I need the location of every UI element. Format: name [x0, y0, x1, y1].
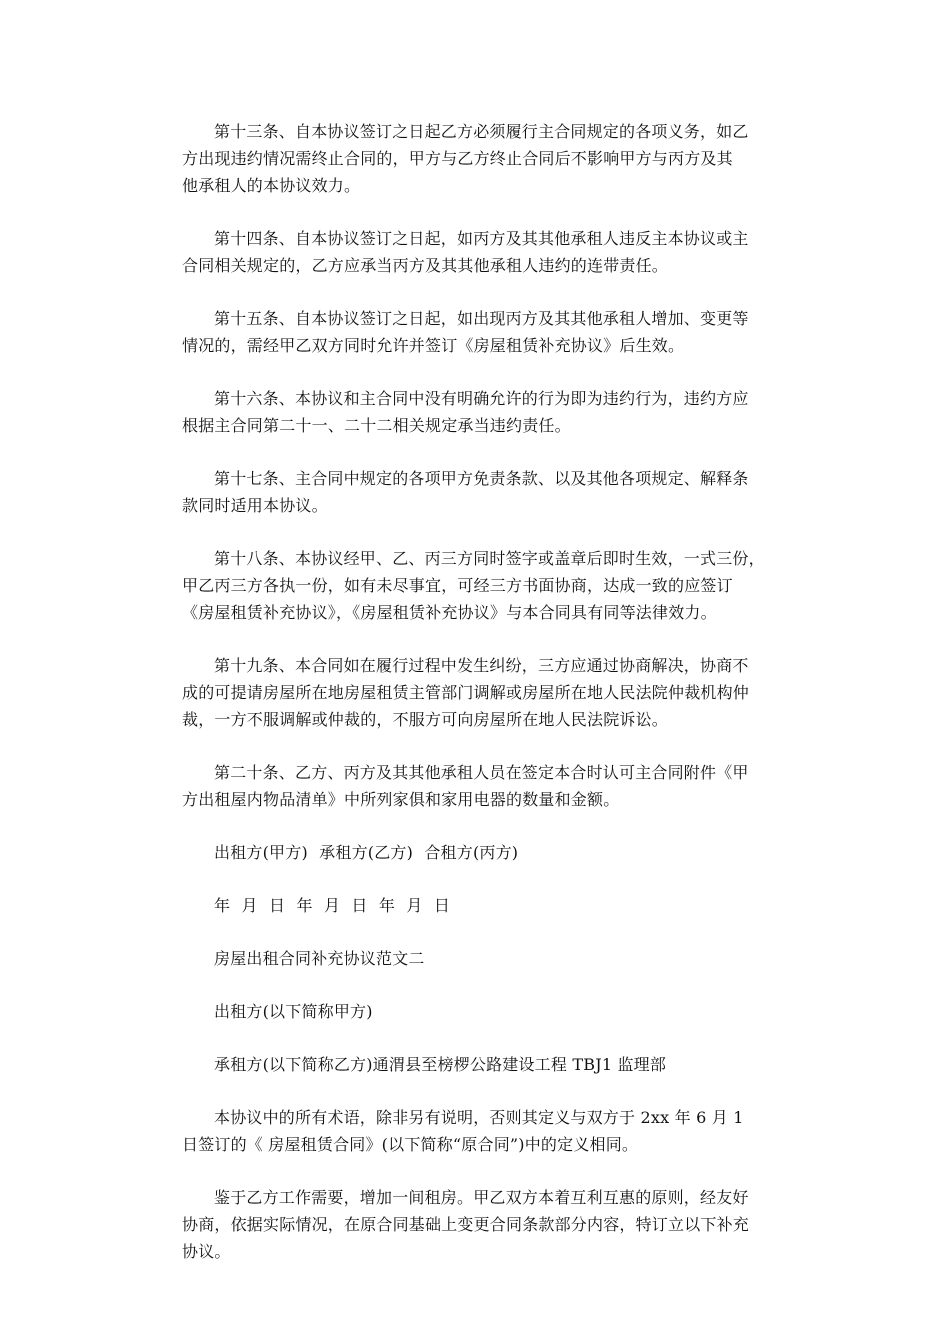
terms-definition-line-1: 本协议中的所有术语，除非另有说明，否则其定义与双方于 2xx 年 6 月 1: [214, 1108, 744, 1127]
supplement-preamble-line-1: 鉴于乙方工作需要，增加一间租房。甲乙双方本着互利互惠的原则，经友好: [214, 1188, 749, 1207]
article-13-line-3: 他承租人的本协议效力。: [182, 176, 361, 195]
sample-two-title: 房屋出租合同补充协议范文二: [214, 949, 425, 968]
article-16-line-2: 根据主合同第二十一、二十二相关规定承当违约责任。: [182, 416, 571, 435]
article-15-line-1: 第十五条、自本协议签订之日起，如出现丙方及其其他承租人增加、变更等: [214, 309, 749, 328]
article-17-line-1: 第十七条、主合同中规定的各项甲方免责条款、以及其他各项规定、解释条: [214, 469, 749, 488]
lessor-line: 出租方(以下简称甲方): [214, 1002, 373, 1021]
supplement-preamble-line-3: 协议。: [182, 1242, 231, 1261]
article-18: [182, 545, 774, 626]
terms-definition-line-2: 日签订的《 房屋租赁合同》(以下简称“原合同”)中的定义相同。: [182, 1135, 639, 1154]
article-14-line-1: 第十四条、自本协议签订之日起，如丙方及其其他承租人违反主本协议或主: [214, 229, 749, 248]
article-20-line-2: 方出租屋内物品清单》中所列家俱和家用电器的数量和金额。: [182, 790, 620, 809]
article-18-line-3: 《房屋租赁补充协议》，《房屋租赁补充协议》与本合同具有同等法律效力。: [182, 603, 717, 622]
article-19: [182, 652, 774, 733]
article-14-line-2: 合同相关规定的，乙方应承当丙方及其其他承租人违约的连带责任。: [182, 256, 669, 275]
document-page: [182, 118, 774, 1291]
supplement-preamble-line-2: 协商，依据实际情况，在原合同基础上变更合同条款部分内容，特订立以下补充: [182, 1215, 750, 1234]
article-17: [182, 465, 774, 519]
terms-definition: [182, 1104, 774, 1158]
supplement-preamble: [182, 1184, 774, 1265]
signature-dates: 年 月 日 年 月 日 年 月 日: [214, 896, 451, 915]
article-14: [182, 225, 774, 279]
signature-parties: 出租方(甲方) 承租方(乙方) 合租方(丙方): [214, 843, 519, 862]
article-19-line-3: 裁，一方不服调解或仲裁的，不服方可向房屋所在地人民法院诉讼。: [182, 710, 669, 729]
article-15-line-2: 情况的，需经甲乙双方同时允许并签订《房屋租赁补充协议》后生效。: [182, 336, 685, 355]
article-13: [182, 118, 774, 199]
article-15: [182, 305, 774, 359]
article-18-line-2: 甲乙丙三方各执一份，如有未尽事宜，可经三方书面协商，达成一致的应签订: [182, 576, 733, 595]
article-20-line-1: 第二十条、乙方、丙方及其其他承租人员在签定本合时认可主合同附件《甲: [214, 763, 749, 782]
article-18-line-1: 第十八条、本协议经甲、乙、丙三方同时签字或盖章后即时生效，一式三份，: [214, 549, 765, 568]
article-13-line-2: 方出现违约情况需终止合同的，甲方与乙方终止合同后不影响甲方与丙方及其: [182, 149, 733, 168]
article-17-line-2: 款同时适用本协议。: [182, 496, 328, 515]
article-16: [182, 385, 774, 439]
article-19-line-1: 第十九条、本合同如在履行过程中发生纠纷，三方应通过协商解决，协商不: [214, 656, 749, 675]
article-20: [182, 759, 774, 813]
article-16-line-1: 第十六条、本协议和主合同中没有明确允许的行为即为违约行为，违约方应: [214, 389, 749, 408]
lessee-line: 承租方(以下简称乙方)通渭县至榜椤公路建设工程 TBJ1 监理部: [214, 1055, 667, 1074]
article-13-line-1: 第十三条、自本协议签订之日起乙方必须履行主合同规定的各项义务，如乙: [214, 122, 749, 141]
article-19-line-2: 成的可提请房屋所在地房屋租赁主管部门调解或房屋所在地人民法院仲裁机构仲: [182, 683, 750, 702]
